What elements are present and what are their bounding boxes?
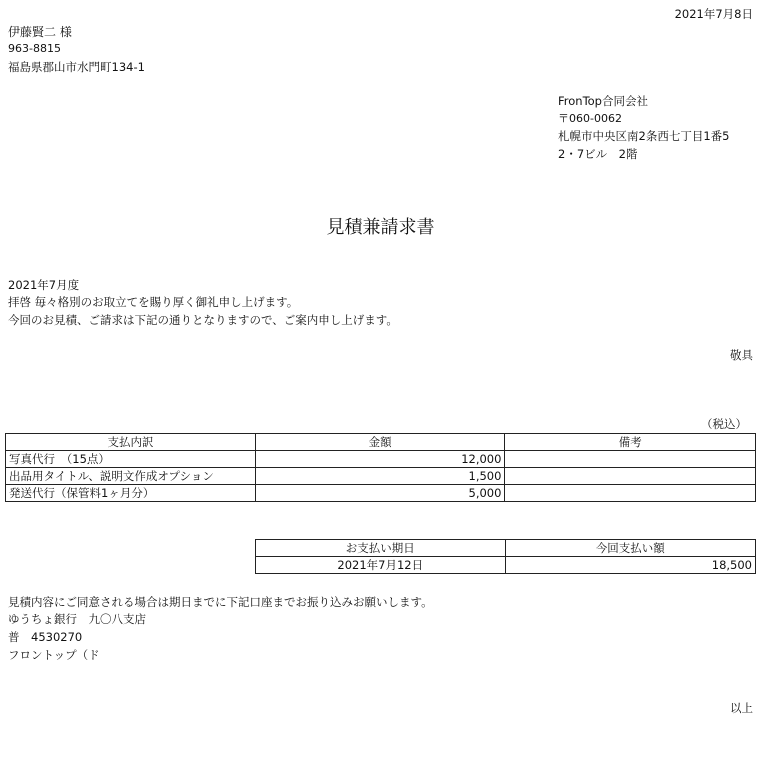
- payment-row: [256, 557, 756, 574]
- header-payment-amount: 今回支払い額: [505, 540, 755, 557]
- payment-amount: 18,500: [505, 557, 755, 574]
- sender-address2: 2・7ビル 2階: [558, 147, 638, 161]
- period: 2021年7月度: [8, 278, 80, 292]
- header-description: 支払内訳: [6, 434, 256, 451]
- item-amount: 5,000: [255, 485, 505, 502]
- items-header-row: [6, 434, 756, 451]
- table-row: [6, 451, 756, 468]
- tax-note: （税込）: [701, 417, 747, 431]
- table-row: [6, 468, 756, 485]
- item-description: 発送代行（保管料1ヶ月分）: [6, 485, 256, 502]
- header-due-date: お支払い期日: [256, 540, 506, 557]
- end-mark: 以上: [730, 701, 753, 715]
- recipient-address: 福島県郡山市水門町134-1: [8, 60, 145, 74]
- item-remarks: [505, 468, 756, 485]
- item-description: 写真代行 （15点）: [6, 451, 256, 468]
- bank-account: 普 4530270: [8, 630, 83, 644]
- recipient-name: 伊藤賢二 様: [8, 25, 72, 39]
- item-remarks: [505, 485, 756, 502]
- greeting-line-1: 拝啓 毎々格別のお取立てを賜り厚く御礼申し上げます。: [8, 295, 299, 309]
- bank-name: ゆうちょ銀行 九〇八支店: [8, 612, 146, 626]
- due-date: 2021年7月12日: [256, 557, 506, 574]
- header-amount: 金額: [255, 434, 505, 451]
- header-remarks: 備考: [505, 434, 756, 451]
- sender-company: FronTop合同会社: [558, 94, 648, 108]
- payment-note: 見積内容にご同意される場合は期日までに下記口座までお振り込みお願いします。: [8, 595, 433, 609]
- item-amount: 1,500: [255, 468, 505, 485]
- closing-keigu: 敬具: [730, 348, 753, 362]
- payment-table: [255, 539, 756, 574]
- sender-address1: 札幌市中央区南2条西七丁目1番5: [558, 129, 730, 143]
- recipient-postal: 963-8815: [8, 42, 61, 55]
- document-title: 見積兼請求書: [326, 217, 435, 238]
- account-holder: フロントップ（ド: [8, 648, 100, 662]
- item-amount: 12,000: [255, 451, 505, 468]
- issue-date: 2021年7月8日: [674, 7, 753, 21]
- table-row: [6, 485, 756, 502]
- item-description: 出品用タイトル、説明文作成オプション: [6, 468, 256, 485]
- items-table: [5, 433, 756, 502]
- item-remarks: [505, 451, 756, 468]
- payment-header-row: [256, 540, 756, 557]
- sender-postal: 〒060-0062: [558, 112, 622, 125]
- greeting-line-2: 今回のお見積、ご請求は下記の通りとなりますので、ご案内申し上げます。: [8, 313, 398, 327]
